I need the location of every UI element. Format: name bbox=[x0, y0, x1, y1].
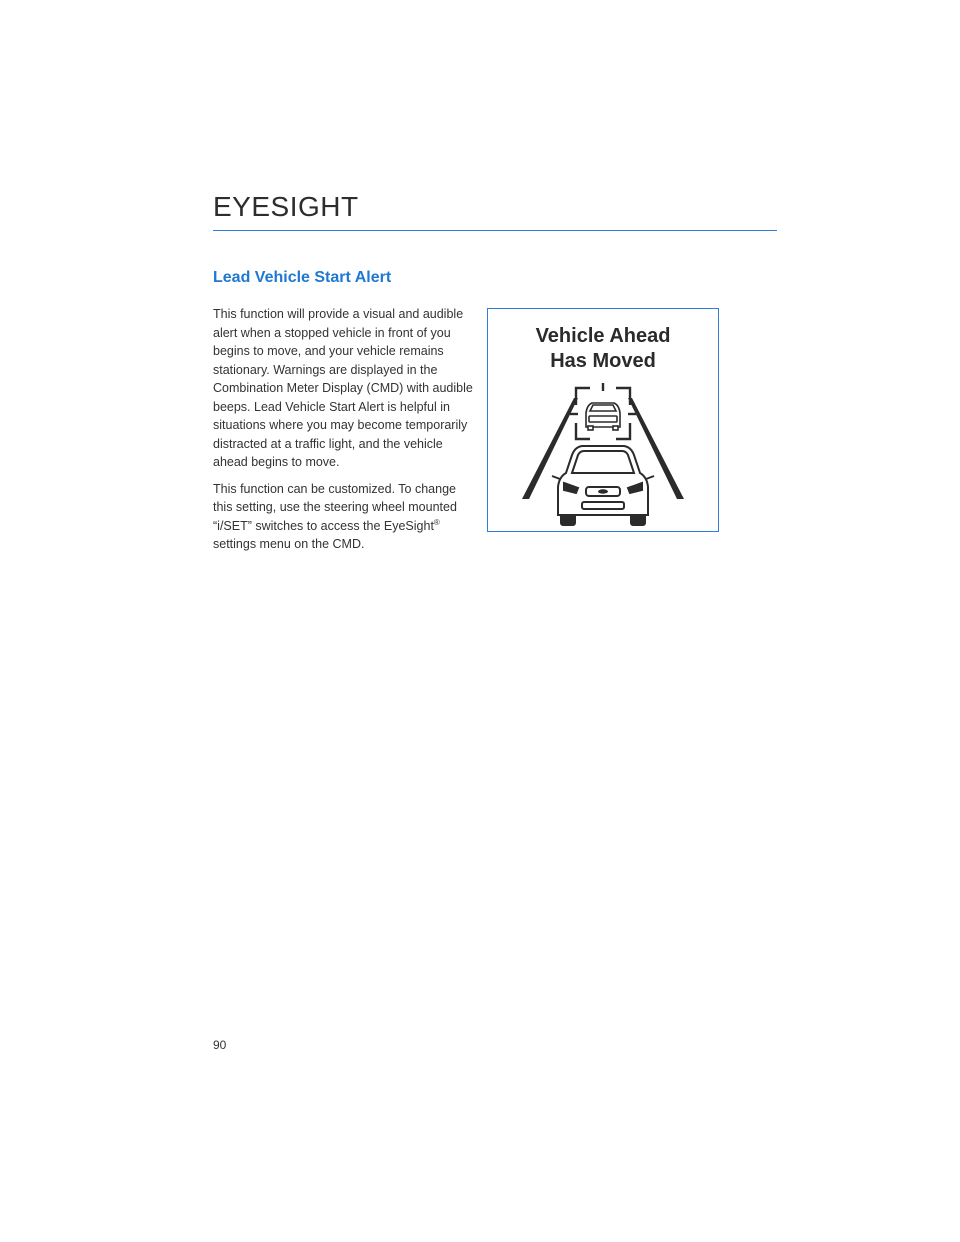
paragraph-customization-text: This function can be customized. To change this setting, use the steering wheel mounted “i/SET” switches to access the EyeSight bbox=[213, 481, 457, 533]
body-text-column bbox=[213, 305, 475, 562]
figure-vehicle-ahead-has-moved bbox=[487, 308, 719, 532]
section-title: EYESIGHT bbox=[213, 191, 359, 222]
section-header bbox=[213, 190, 777, 231]
figure-title bbox=[488, 324, 718, 374]
paragraph-description: This function will provide a visual and audible alert when a stopped vehicle in front of you begins to move, and your vehicle remains stationary. Warnings are displayed in the Combination Meter Display (CMD) with audible beeps. Lead Vehicle Start Alert is helpful in situations where you may become temporarily distracted at a traffic light, and the vehicle ahead begins to move. bbox=[213, 307, 473, 469]
registered-mark: ® bbox=[433, 517, 440, 527]
subheading-lead-vehicle-start-alert: Lead Vehicle Start Alert bbox=[213, 269, 392, 286]
figure-title-line-2: Has Moved bbox=[550, 350, 656, 372]
lead-vehicle-moved-icon bbox=[516, 383, 690, 529]
paragraph-customization-end: settings menu on the CMD. bbox=[213, 537, 365, 551]
page-number: 90 bbox=[213, 1038, 227, 1052]
paragraph-customization bbox=[213, 480, 475, 554]
figure-title-line-1: Vehicle Ahead bbox=[535, 325, 671, 347]
own-vehicle-icon bbox=[552, 446, 654, 525]
lead-vehicle-icon bbox=[586, 403, 620, 430]
